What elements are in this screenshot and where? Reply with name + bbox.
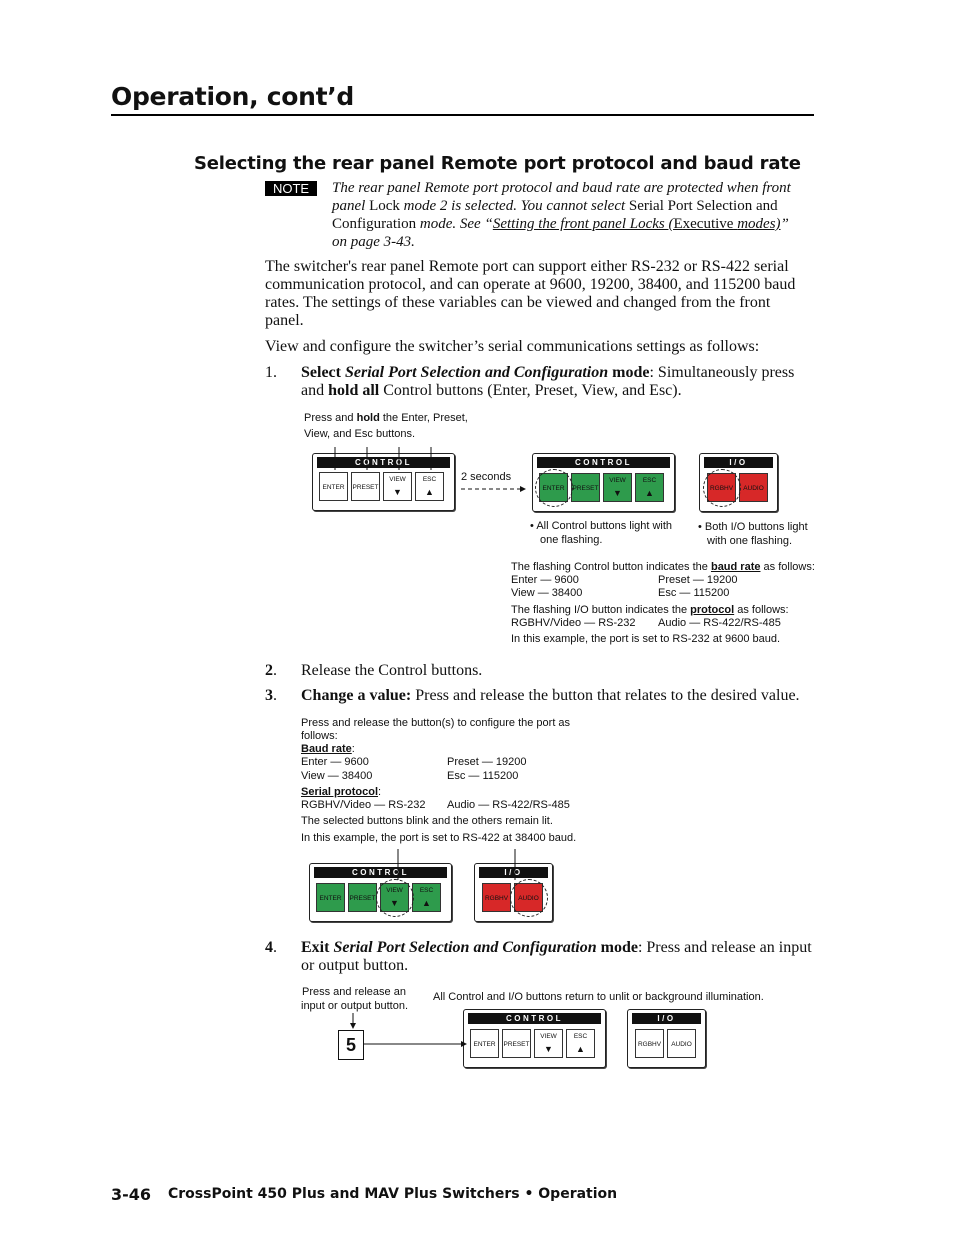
control-panel-header: CONTROL (314, 867, 447, 878)
fig2-serial-heading: Serial protocol: (301, 786, 382, 798)
fig2-preset-value: Preset — 19200 (447, 756, 527, 768)
view-button[interactable]: VIEW ▼ (383, 472, 412, 501)
intro-line-4: panel. (265, 312, 304, 329)
fig2-audio-value: Audio — RS-422/RS-485 (447, 799, 570, 811)
fig1-press-hold-line-2: View, and Esc buttons. (304, 428, 416, 440)
fig1-press-hold-line-1: Press and hold the Enter, Preset, (304, 412, 468, 424)
io-panel-header: I/O (704, 457, 773, 468)
step-2-text: Release the Control buttons. (301, 662, 483, 679)
view-button[interactable]: VIEW ▼ (380, 883, 409, 912)
down-arrow-icon: ▼ (390, 898, 399, 908)
io-panel-header: I/O (632, 1013, 701, 1024)
preset-button[interactable]: PRESET (502, 1029, 531, 1058)
audio-button[interactable]: AUDIO (667, 1029, 696, 1058)
io-panel-header: I/O (479, 867, 548, 878)
up-arrow-icon: ▲ (422, 898, 431, 908)
fig3-press-line-2: input or output button. (301, 1000, 409, 1012)
step-1-line-2: and hold all Control buttons (Enter, Preset, View, and Esc). (301, 382, 682, 399)
footer-page-number: 3-46 (111, 1185, 152, 1204)
fig2-enter-value: Enter — 9600 (301, 756, 369, 768)
view-button[interactable]: VIEW ▼ (534, 1029, 563, 1058)
preset-button[interactable]: PRESET (571, 473, 600, 502)
page-title: Operation, cont’d (111, 82, 355, 111)
fig1-bullet-1-line-1: • All Control buttons light with (530, 520, 673, 532)
audio-button[interactable]: AUDIO (739, 473, 768, 502)
esc-button[interactable]: ESC ▲ (415, 472, 444, 501)
fig2-baud-heading: Baud rate: (301, 743, 355, 755)
enter-button[interactable]: ENTER (316, 883, 345, 912)
enter-button[interactable]: ENTER (319, 472, 348, 501)
fig2-line-1: Press and release the button(s) to configure the port as (301, 717, 571, 729)
rgbhv-button[interactable]: RGBHV (707, 473, 736, 502)
preset-button[interactable]: PRESET (351, 472, 380, 501)
fig1-view-value: View — 38400 (511, 587, 583, 599)
step-1-number: 1. (265, 364, 277, 381)
fig2-view-value: View — 38400 (301, 770, 373, 782)
step-3-number: 3. (265, 687, 277, 704)
fig1-two-seconds: 2 seconds (461, 471, 512, 483)
footer-title: CrossPoint 450 Plus and MAV Plus Switchers • Operation (168, 1186, 618, 1202)
step-3-text: Change a value: Press and release the button that relates to the desired value. (301, 687, 800, 704)
fig1-esc-value: Esc — 115200 (658, 587, 730, 599)
enter-button[interactable]: ENTER (539, 473, 568, 502)
fig1-baud-intro: The flashing Control button indicates the baud rate as follows: (511, 561, 815, 573)
step-4-line-2: or output button. (301, 957, 409, 974)
esc-button[interactable]: ESC ▲ (635, 473, 664, 502)
enter-button[interactable]: ENTER (470, 1029, 499, 1058)
fig1-bullet-2-line-1: • Both I/O buttons light (698, 521, 808, 533)
fig1-example: In this example, the port is set to RS-232 at 9600 baud. (511, 633, 781, 645)
intro-line-2: communication protocol, and can operate at 9600, 19200, 38400, and 115200 baud (265, 276, 796, 293)
fig1-preset-value: Preset — 19200 (658, 574, 738, 586)
up-arrow-icon: ▲ (645, 488, 654, 498)
audio-button[interactable]: AUDIO (514, 883, 543, 912)
rgbhv-button[interactable]: RGBHV (635, 1029, 664, 1058)
down-arrow-icon: ▼ (393, 487, 402, 497)
note-line-3: Configuration mode. See “Setting the front panel Locks (Executive modes)” (332, 216, 789, 232)
control-panel-header: CONTROL (317, 457, 450, 468)
fig1-protocol-intro: The flashing I/O button indicates the protocol as follows: (511, 604, 789, 616)
down-arrow-icon: ▼ (613, 488, 622, 498)
fig1-enter-value: Enter — 9600 (511, 574, 579, 586)
control-panel-header: CONTROL (537, 457, 670, 468)
step-1-line-1: Select Serial Port Selection and Configuration mode: Simultaneously press (301, 364, 795, 381)
fig2-example: In this example, the port is set to RS-422 at 38400 baud. (301, 832, 577, 844)
input-key-5-button[interactable]: 5 (338, 1030, 364, 1060)
up-arrow-icon: ▲ (576, 1044, 585, 1054)
step-4-line-1: Exit Serial Port Selection and Configuration mode: Press and release an input (301, 939, 812, 956)
fig1-bullet-1-line-2: one flashing. (540, 534, 603, 546)
note-link[interactable]: Setting the front panel Locks (Executive modes) (492, 216, 781, 232)
fig3-press-line-1: Press and release an (302, 986, 406, 998)
step-4-number: 4. (265, 939, 277, 956)
fig2-line-2: follows: (301, 730, 338, 742)
rgbhv-button[interactable]: RGBHV (482, 883, 511, 912)
intro-line-1: The switcher's rear panel Remote port can support either RS-232 or RS-422 serial (265, 258, 789, 275)
fig1-bullet-2-line-2: with one flashing. (707, 535, 792, 547)
fig1-audio-value: Audio — RS-422/RS-485 (658, 617, 781, 629)
note-line-2: panel Lock mode 2 is selected. You cannot select Serial Port Selection and (332, 198, 778, 214)
view-button[interactable]: VIEW ▼ (603, 473, 632, 502)
fig2-blink-note: The selected buttons blink and the others remain lit. (301, 815, 553, 827)
note-badge: NOTE (265, 181, 317, 196)
esc-button[interactable]: ESC ▲ (566, 1029, 595, 1058)
fig3-all-unlit: All Control and I/O buttons return to unlit or background illumination. (433, 991, 764, 1003)
up-arrow-icon: ▲ (425, 487, 434, 497)
step-2-number: 2. (265, 662, 277, 679)
note-line-4: on page 3-43. (332, 234, 415, 250)
down-arrow-icon: ▼ (544, 1044, 553, 1054)
preset-button[interactable]: PRESET (348, 883, 377, 912)
intro-line-5: View and configure the switcher’s serial communications settings as follows: (265, 338, 760, 355)
section-heading: Selecting the rear panel Remote port protocol and baud rate (194, 153, 801, 174)
note-line-1: The rear panel Remote port protocol and baud rate are protected when front (332, 180, 791, 196)
control-panel-header: CONTROL (468, 1013, 601, 1024)
esc-button[interactable]: ESC ▲ (412, 883, 441, 912)
fig2-rgbhv-value: RGBHV/Video — RS-232 (301, 799, 426, 811)
intro-line-3: rates. The settings of these variables can be viewed and changed from the front (265, 294, 771, 311)
fig1-rgbhv-value: RGBHV/Video — RS-232 (511, 617, 636, 629)
fig2-esc-value: Esc — 115200 (447, 770, 519, 782)
